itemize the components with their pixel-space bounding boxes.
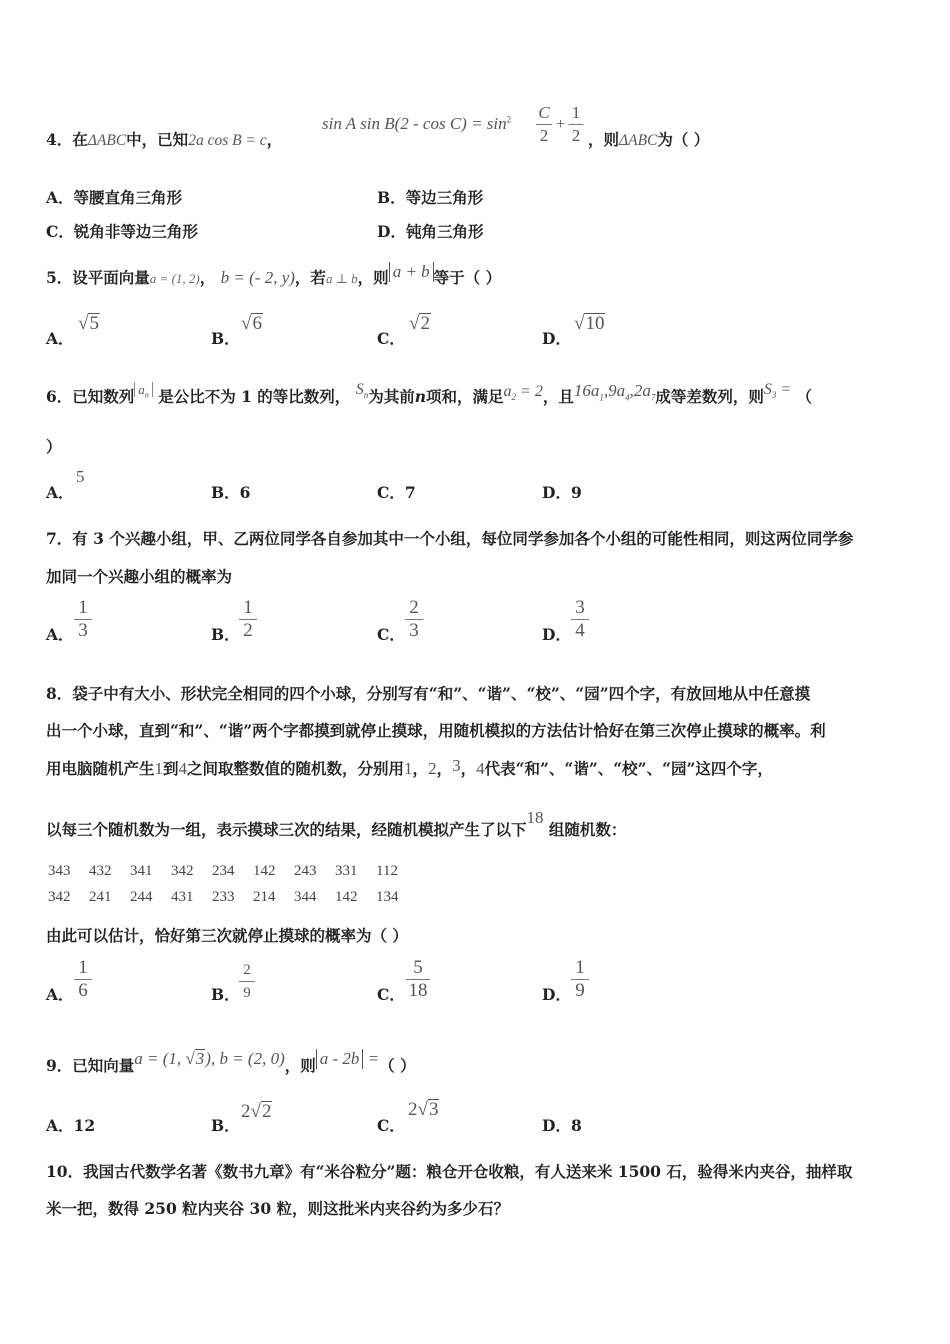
question-4-stem (46, 128, 282, 150)
q6-paren-close: ） (46, 437, 62, 456)
q5-vector-b: b = (- 2, y) (220, 268, 295, 287)
q4-plus: + (556, 116, 566, 133)
q5-abs-a-plus-b: a + b (389, 262, 434, 282)
q4-option-c[interactable]: C．锐角非等边三角形 (46, 222, 198, 241)
q6-option-a-value: 5 (76, 467, 85, 486)
q5-option-d[interactable]: D． (542, 329, 571, 348)
q8-option-a[interactable]: A． (46, 985, 74, 1004)
q8-option-b-fraction: $\frac{2}{9}$ (239, 959, 255, 1004)
q5-option-b[interactable]: B． (211, 329, 240, 348)
q5-option-a[interactable]: A． (46, 329, 74, 348)
q6-option-c[interactable]: C．7 (377, 483, 416, 502)
q5-option-c[interactable]: C． (377, 329, 405, 348)
q4-option-d[interactable]: D．钝角三角形 (377, 222, 484, 241)
q8-option-c-fraction: $\frac{5}{18}$ (406, 957, 430, 1002)
q7-option-c[interactable]: C． (377, 625, 405, 644)
q5-perp: a ⊥ b (325, 271, 358, 286)
q4-text-b: 中，已知 (126, 130, 189, 149)
q8-option-d[interactable]: D． (542, 985, 571, 1004)
question-9-stem: 9．已知向量a = (1, √3), b = (2, 0)，则 a - 2b =（ ） (46, 1049, 416, 1075)
q9-option-d[interactable]: D．8 (542, 1116, 582, 1135)
question-6-stem: 6．已知数列 $^{a_n}$ 是公比不为 1 的等比数列， $S_n$为其前n项和，满足$a_2 = 2$，且$16a_1,9a_4,2a_7$成等差数列，则$S_3$ = （ (46, 381, 813, 406)
q9-option-b-value: 2√2 (241, 1101, 272, 1122)
q7-option-b[interactable]: B． (211, 625, 240, 644)
q7-option-a-fraction: $\frac{1}{3}$ (74, 597, 92, 642)
q4-text-a: 4．在 (46, 130, 88, 149)
q6-a2: $a_2 = 2$ (503, 383, 543, 403)
q9-option-b[interactable]: B． (211, 1116, 240, 1135)
q4-fraction-half: $\frac{1}{2}$ (569, 102, 583, 147)
q5-option-d-value: √10 (574, 313, 605, 334)
q5-option-a-value: √5 (78, 313, 99, 334)
question-5-stem: 5．设平面向量a = (1, 2)， b = (- 2, y)，若a ⊥ b，则 a + b 等于（ ） (46, 262, 502, 287)
q6-option-b[interactable]: B．6 (211, 483, 251, 502)
q9-magnitude: a - 2b = (316, 1049, 379, 1068)
q4-triangle: ΔABC (87, 132, 127, 149)
q4-condition-1: 2a cos B = c (188, 132, 267, 149)
q4-option-a[interactable]: A．等腰直角三角形 (46, 188, 183, 207)
q5-vector-a: a = (1, 2) (149, 271, 200, 286)
random-numbers-row-1: 343 432 341 342 234 142 243 331 112 (48, 863, 398, 879)
q5-option-c-value: √2 (409, 313, 430, 334)
q8-option-a-fraction: $\frac{1}{6}$ (74, 957, 92, 1002)
q7-option-a[interactable]: A． (46, 625, 74, 644)
q9-vectors: a = (1, √3), b = (2, 0) (134, 1049, 285, 1068)
q7-option-d[interactable]: D． (542, 625, 571, 644)
q4-comma: ， (266, 130, 283, 149)
question-8-line-4: 以每三个随机数为一组，表示摸球三次的结果，经随机模拟产生了以下18 组随机数： (46, 808, 627, 839)
q9-option-c[interactable]: C． (377, 1116, 405, 1135)
q8-option-b[interactable]: B． (211, 985, 240, 1004)
q7-option-b-fraction: $\frac{1}{2}$ (239, 597, 257, 642)
question-8-line-5: 由此可以估计，恰好第三次就停止摸球的概率为（ ） (46, 926, 408, 945)
q6-option-a[interactable]: A． (46, 483, 74, 502)
q8-option-d-fraction: $\frac{1}{9}$ (571, 957, 589, 1002)
q6-sn: $S_n$ (355, 381, 369, 401)
question-8-line-2: 出一个小球，直到“和”、“谐”两个字都摸到就停止摸球，用随机模拟的方法估计恰好在第三次停止摸球的概率。利 (46, 721, 826, 740)
question-7-line-2: 加同一个兴趣小组的概率为 (46, 567, 233, 586)
q9-option-a[interactable]: A．12 (46, 1116, 96, 1135)
question-10-line-2: 米一把，数得 250 粒内夹谷 30 粒，则这批米内夹谷约为多少石？ (46, 1199, 510, 1218)
q6-arith-seq: $16a_1,9a_4,2a_7$ (573, 381, 656, 403)
q7-option-c-fraction: $\frac{2}{3}$ (405, 597, 423, 642)
q4-condition-2: sin A $\sin B(2 - \cos C) = \sin^2$ (322, 114, 512, 133)
q9-option-c-value: 2√3 (408, 1099, 439, 1120)
q6-s3: $S_3$ = (763, 381, 792, 401)
question-10-line-1: 10．我国古代数学名著《数书九章》有“米谷粒分”题：粮仓开仓收粮，有人送来米 1500 石，验得米内夹谷，抽样取 (46, 1162, 853, 1181)
q8-option-c[interactable]: C． (377, 985, 405, 1004)
q6-sequence: an (134, 382, 153, 397)
question-8-line-3: 用电脑随机产生1到4之间取整数值的随机数，分别用1，2，3，4代表“和”、“谐”、“校”、“园”这四个字， (46, 756, 773, 778)
question-8-line-1: 8．袋子中有大小、形状完全相同的四个小球，分别写有“和”、“谐”、“校”、“园”四个字，有放回地从中任意摸 (46, 684, 811, 703)
random-numbers-row-2: 342 241 244 431 233 214 344 142 134 (48, 889, 399, 905)
q7-option-d-fraction: $\frac{3}{4}$ (571, 597, 589, 642)
q5-option-b-value: √6 (241, 313, 262, 334)
question-7-line-1: 7．有 3 个兴趣小组，甲、乙两位同学各自参加其中一个小组，每位同学参加各个小组的可能性相同，则这两位同学参 (46, 529, 854, 548)
q4-option-b[interactable]: B．等边三角形 (377, 188, 484, 207)
q4-tail: ，则ΔABC为（ ） (588, 130, 710, 149)
q6-option-d[interactable]: D．9 (542, 483, 582, 502)
q4-fraction-c-2: $\frac{C}{2}$ (536, 102, 552, 147)
